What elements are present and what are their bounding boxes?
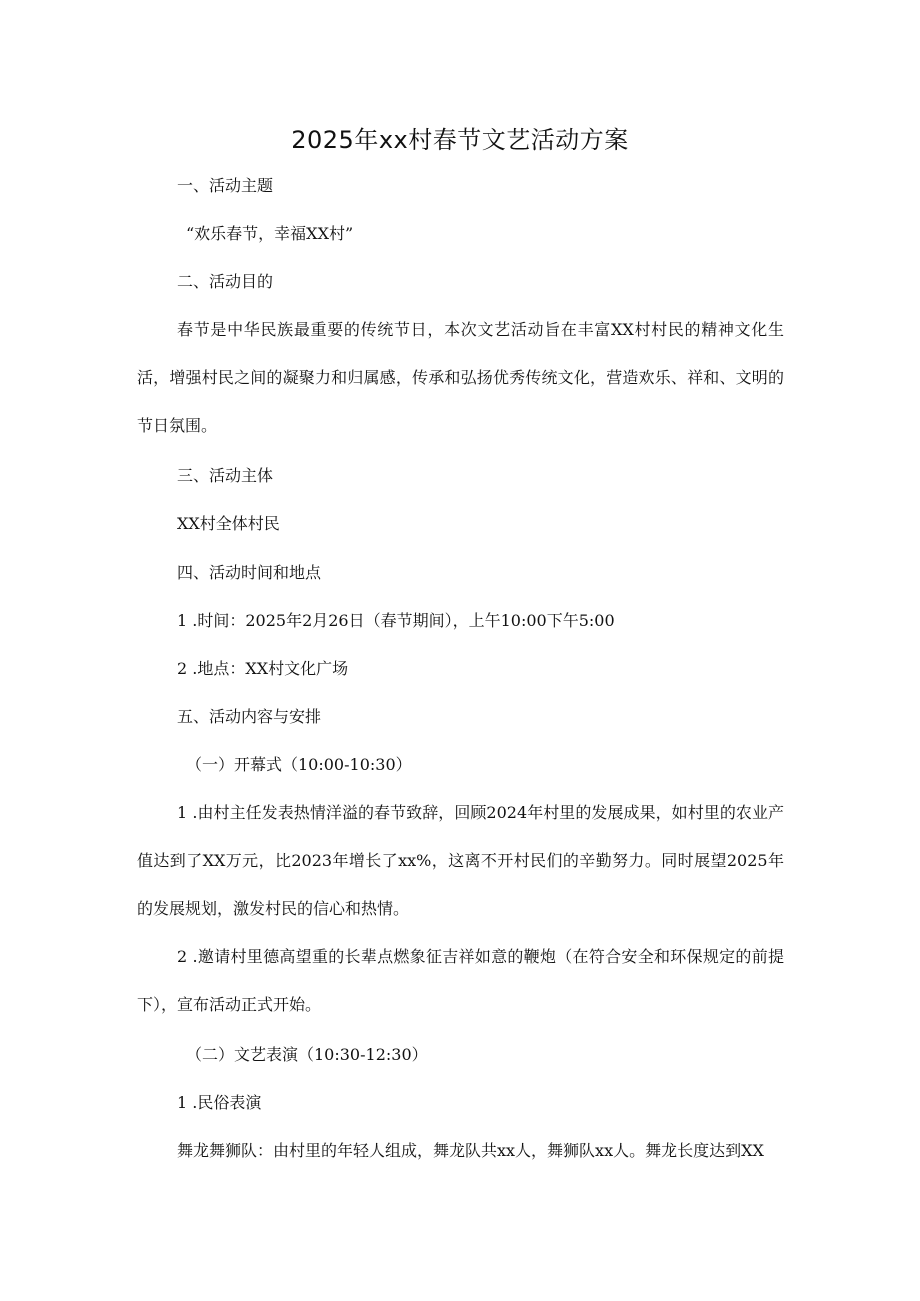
section-heading-participants: 三、活动主体: [177, 466, 274, 485]
subsection-opening-ceremony: （一）开幕式（10:00-10:30）: [186, 755, 412, 774]
activity-theme-slogan: “欢乐春节，幸福XX村”: [186, 224, 354, 243]
folk-performance-heading: 1 .民俗表演: [177, 1093, 262, 1112]
time-item: 1 .时间：2025年2月26日（春节期间），上午10:00下午5:00: [177, 611, 615, 630]
dragon-lion-dance-text: 舞龙舞狮队：由村里的年轻人组成，舞龙队共xx人，舞狮队xx人。舞龙长度达到XX: [177, 1141, 764, 1160]
subsection-performances: （二）文艺表演（10:30-12:30）: [186, 1045, 428, 1064]
opening-item-1: 1 .由村主任发表热情洋溢的春节致辞，回顾2024年村里的发展成果，如村里的农业产值达到了XX万元，比2023年增长了xx%，这离不开村民们的辛勤努力。同时展望2025年的发展规划，激发村民的信心和热情。: [137, 803, 784, 918]
section-heading-content: 五、活动内容与安排: [177, 707, 322, 726]
place-item: 2 .地点：XX村文化广场: [177, 659, 349, 678]
document-title: 2025年xx村春节文艺活动方案: [291, 126, 629, 154]
participants-text: XX村全体村民: [177, 514, 280, 533]
purpose-paragraph: 春节是中华民族最重要的传统节日，本次文艺活动旨在丰富XX村村民的精神文化生活，增强村民之间的凝聚力和归属感，传承和弘扬优秀传统文化，营造欢乐、祥和、文明的节日氛围。: [137, 320, 784, 435]
section-heading-time-place: 四、活动时间和地点: [177, 563, 322, 582]
opening-item-2: 2 .邀请村里德高望重的长辈点燃象征吉祥如意的鞭炮（在符合安全和环保规定的前提下），宣布活动正式开始。: [137, 947, 784, 1014]
section-heading-theme: 一、活动主题: [177, 176, 274, 195]
section-heading-purpose: 二、活动目的: [177, 272, 274, 291]
